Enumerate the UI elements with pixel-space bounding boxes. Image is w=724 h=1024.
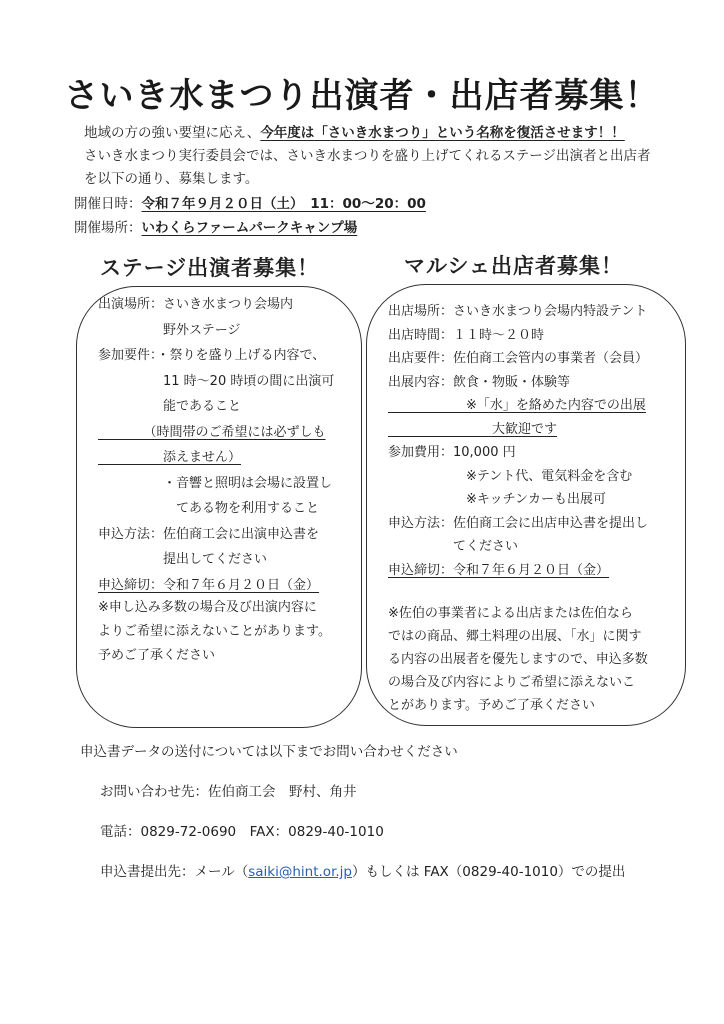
marche-detail-line: 申込方法：佐伯商工会に出店申込書を提出し [388,515,649,531]
marche-detail-line: 出店時間：１１時～２０時 [388,327,545,343]
intro-line-2: さいき水まつり実行委員会では、さいき水まつりを盛り上げてくれるステージ出演者と出店者 [84,148,651,164]
intro-text [84,122,650,191]
marche-detail-line: ※テント代、電気料金を含む [388,468,633,484]
stage-detail-line: 提出してください [98,552,268,567]
intro-line-3: を以下の通り、募集します。 [84,171,259,187]
stage-note-line: 予めご了承ください [98,648,216,663]
stage-details [98,292,334,598]
marche-detail-line: 出店場所：さいき水まつり会場内特設テント [388,304,648,319]
marche-detail-line: 大歓迎です [388,421,558,437]
stage-detail-line: 添えません） [98,450,242,465]
marche-heading: マルシェ出店者募集！ [404,254,624,278]
stage-note [98,596,331,668]
marche-detail-line: 出展内容：飲食・物販・体験等 [388,374,571,390]
marche-note-line: ではの商品、郷土料理の出展、「水」に関す [388,629,642,644]
stage-detail-line: 11 時～20 時頃の間に出演可 [98,373,335,389]
marche-detail-line: 参加費用：10,000 円 [388,445,516,460]
marche-note-line: る内容の出展者を優先しますので、申込多数 [388,652,648,667]
marche-detail-line: ※「水」を絡めた内容での出展 [388,398,646,413]
event-date: 開催日時：令和７年９月２０日（土） 11：00～20：00 [74,196,426,212]
marche-note-line: ※佐伯の事業者による出店または佐伯なら [388,606,633,621]
marche-detail-line: 申込締切：令和７年６月２０日（金） [388,562,610,578]
stage-detail-line: 申込締切：令和７年６月２０日（金） [98,577,320,593]
stage-detail-line: 参加要件：・祭りを盛り上げる内容で、 [98,348,326,363]
marche-detail-line: ※キッチンカーも出展可 [388,492,606,507]
stage-detail-line: 出演場所：さいき水まつり会場内 [98,297,294,312]
intro-line-1: 地域の方の強い要望に応え、今年度は「さいき水まつり」という名称を復活させます！！ [84,125,625,141]
contact-line: お問い合わせ先：佐伯商工会 野村、角井 [100,784,357,800]
stage-note-line: よりご希望に添えないことがあります。 [98,624,331,639]
page-title: さいき水まつり出演者・出店者募集！ [64,76,660,116]
marche-detail-line: 出店要件：佐伯商工会管内の事業者（会員） [388,351,649,366]
stage-detail-line: 能であること [98,399,242,414]
stage-detail-line: てある物を利用すること [98,501,320,516]
stage-detail-line: 申込方法：佐伯商工会に出演申込書を [98,526,320,542]
marche-detail-line: てください [388,539,519,554]
inquiry-intro: 申込書データの送付については以下までお問い合わせください [80,744,458,760]
email-link[interactable]: saiki@hint.or.jp [248,864,352,880]
stage-heading: ステージ出演者募集！ [100,256,320,280]
marche-note [388,602,648,717]
phone-line: 電話：0829-72-0690 FAX：0829-40-1010 [100,824,384,840]
stage-detail-line: ・音響と照明は会場に設置し [98,475,333,491]
stage-detail-line: （時間帯のご希望には必ずしも [98,424,326,440]
stage-note-line: ※申し込み多数の場合及び出演内容に [98,600,317,615]
submit-line: 申込書提出先：メール（saiki@hint.or.jp）もしくは FAX（0829-40-1010）での提出 [100,864,626,880]
marche-note-line: の場合及び内容によりご希望に添えないこ [388,675,636,690]
event-place: 開催場所：いわくらファームパークキャンプ場 [74,220,358,236]
marche-note-line: とがあります。予めご了承ください [388,698,595,713]
marche-details [388,300,648,582]
stage-detail-line: 野外ステージ [98,322,241,338]
